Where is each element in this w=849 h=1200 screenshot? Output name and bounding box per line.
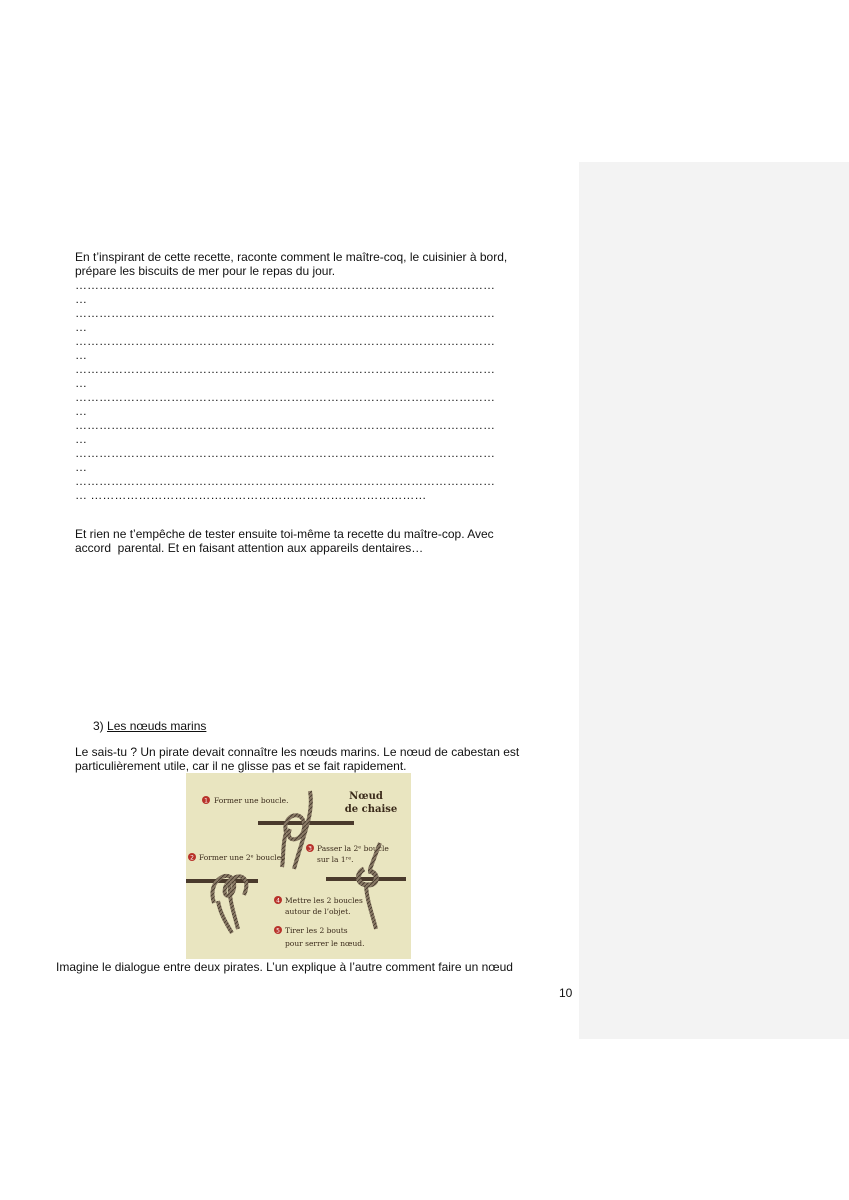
fact-paragraph xyxy=(75,745,535,773)
step-4-text-line2: autour de l’objet. xyxy=(285,907,351,916)
note-line-2: accord parental. Et en faisant attention aux appareils dentaires… xyxy=(75,541,424,555)
fact-line-2: particulièrement utile, car il ne glisse pas et se fait rapidement. xyxy=(75,759,407,773)
comment-margin-pane xyxy=(579,162,849,1039)
bowline-knot-illustration xyxy=(186,773,411,959)
answer-line: … xyxy=(75,460,87,474)
intro-line-1: En t’inspirant de cette recette, raconte comment le maître-coq, le cuisinier à bord, xyxy=(75,250,508,264)
note-line-1: Et rien ne t’empêche de tester ensuite toi-même ta recette du maître-cop. Avec xyxy=(75,527,494,541)
answer-line: … xyxy=(75,348,87,362)
answer-line: … xyxy=(75,292,87,306)
answer-line: …………………………………………………………………………………………… xyxy=(75,474,495,488)
section-number: 3) xyxy=(93,719,104,733)
step-3-text-line2: sur la 1ʳᵉ. xyxy=(317,855,354,864)
step-4-text-line1: Mettre les 2 boucles xyxy=(285,896,363,905)
step-5-text-line1: Tirer les 2 bouts xyxy=(285,926,348,935)
step-2-text: Former une 2ᵉ boucle. xyxy=(199,853,284,862)
answer-line: …………………………………………………………………………………………… xyxy=(75,362,495,376)
rope-loop-1 xyxy=(285,815,304,839)
answer-line: …………………………………………………………………………………………… xyxy=(75,306,495,320)
answer-line: … xyxy=(75,432,87,446)
knot-diagram xyxy=(186,773,411,959)
step-number-1: 1 xyxy=(204,797,208,805)
step-number-2: 2 xyxy=(190,854,194,862)
intro-paragraph xyxy=(75,250,535,278)
answer-line: … xyxy=(75,376,87,390)
answer-line: … ………………………………………………………………………… xyxy=(75,488,427,502)
step-number-4: 4 xyxy=(276,897,280,905)
pole-right xyxy=(326,877,406,881)
step-number-3: 3 xyxy=(308,845,312,853)
fact-line-1: Le sais-tu ? Un pirate devait connaître les nœuds marins. Le nœud de cabestan est xyxy=(75,745,520,759)
note-paragraph xyxy=(75,527,535,555)
answer-line: …………………………………………………………………………………………… xyxy=(75,334,495,348)
figure-title-line2: de chaise xyxy=(344,804,398,815)
answer-line: …………………………………………………………………………………………… xyxy=(75,390,495,404)
intro-line-2: prépare les biscuits de mer pour le repas du jour. xyxy=(75,264,336,278)
page-number: 10 xyxy=(559,986,573,1000)
rope-knot-tail xyxy=(366,883,376,929)
figure-title-line1: Nœud xyxy=(349,791,383,802)
answer-line: …………………………………………………………………………………………… xyxy=(75,418,495,432)
section-heading xyxy=(93,719,206,733)
answer-lines[interactable] xyxy=(75,278,535,502)
step-1-text: Former une boucle. xyxy=(214,796,289,805)
step-number-5: 5 xyxy=(276,927,280,935)
answer-line: …………………………………………………………………………………………… xyxy=(75,278,495,292)
step-3-text-line1: Passer la 2ᵉ boucle xyxy=(317,844,389,853)
step-5-text-line2: pour serrer le nœud. xyxy=(285,939,365,948)
section-title: Les nœuds marins xyxy=(107,719,207,733)
answer-line: … xyxy=(75,404,87,418)
answer-line: … xyxy=(75,320,87,334)
dialogue-instruction: Imagine le dialogue entre deux pirates. L’un explique à l’autre comment faire un nœud xyxy=(56,960,513,974)
answer-line: …………………………………………………………………………………………… xyxy=(75,446,495,460)
